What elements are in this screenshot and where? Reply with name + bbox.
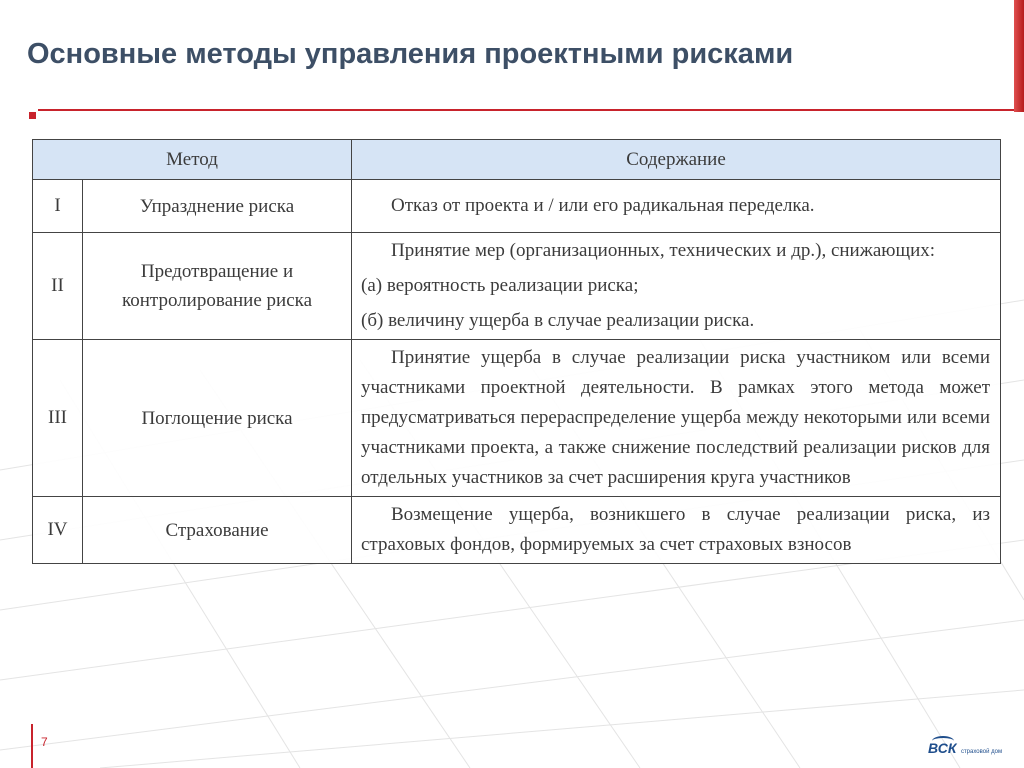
row-number: III: [33, 340, 83, 497]
content-paragraph: Принятие мер (организационных, технических и др.), снижающих:: [391, 240, 936, 261]
row-method: Упразднение риска: [83, 180, 352, 233]
row-number: IV: [33, 497, 83, 564]
logo-subtitle: страховой дом: [960, 749, 1003, 755]
content-paragraph: (б) величину ущерба в случае реализации риска.: [361, 310, 755, 331]
risk-methods-table: [32, 139, 1001, 564]
title-underline: [38, 109, 1014, 111]
logo-mark: ВСК: [928, 740, 957, 756]
content-paragraph: Принятие ущерба в случае реализации риска участником или всеми участниками проектной деятельности. В рамках этого метода может предусматриваться перераспределение ущерба между некоторыми или всеми участниками проекта, а также снижение последствий реализации рисков для отдельных участников за счет расширения круга участников: [361, 347, 990, 488]
table-row: [33, 340, 1001, 497]
logo-arc-icon: [932, 736, 954, 746]
table-header-row: [33, 140, 1001, 180]
table-row: [33, 180, 1001, 233]
row-content: [352, 233, 1001, 340]
row-method: Предотвращение и контролирование риска: [83, 233, 352, 340]
row-method: Страхование: [83, 497, 352, 564]
row-content: Отказ от проекта и / или его радикальная переделка.: [352, 180, 1001, 233]
row-method: Поглощение риска: [83, 340, 352, 497]
content-paragraph: (а) вероятность реализации риска;: [361, 275, 639, 296]
company-logo: [928, 740, 1018, 760]
row-number: II: [33, 233, 83, 340]
row-content: [352, 340, 1001, 497]
title-underline-dot: [29, 112, 36, 119]
page-number-bar: [31, 724, 33, 768]
page-number: 7: [41, 735, 48, 749]
right-accent-stripe: [1014, 0, 1024, 112]
content-paragraph: Возмещение ущерба, возникшего в случае реализации риска, из страховых фондов, формируемых за счет страховых взносов: [361, 504, 990, 555]
table-row: [33, 233, 1001, 340]
row-number: I: [33, 180, 83, 233]
row-content: [352, 497, 1001, 564]
slide-title: Основные методы управления проектными рисками: [27, 38, 794, 70]
header-method: Метод: [33, 140, 352, 180]
header-content: Содержание: [352, 140, 1001, 180]
table-row: [33, 497, 1001, 564]
